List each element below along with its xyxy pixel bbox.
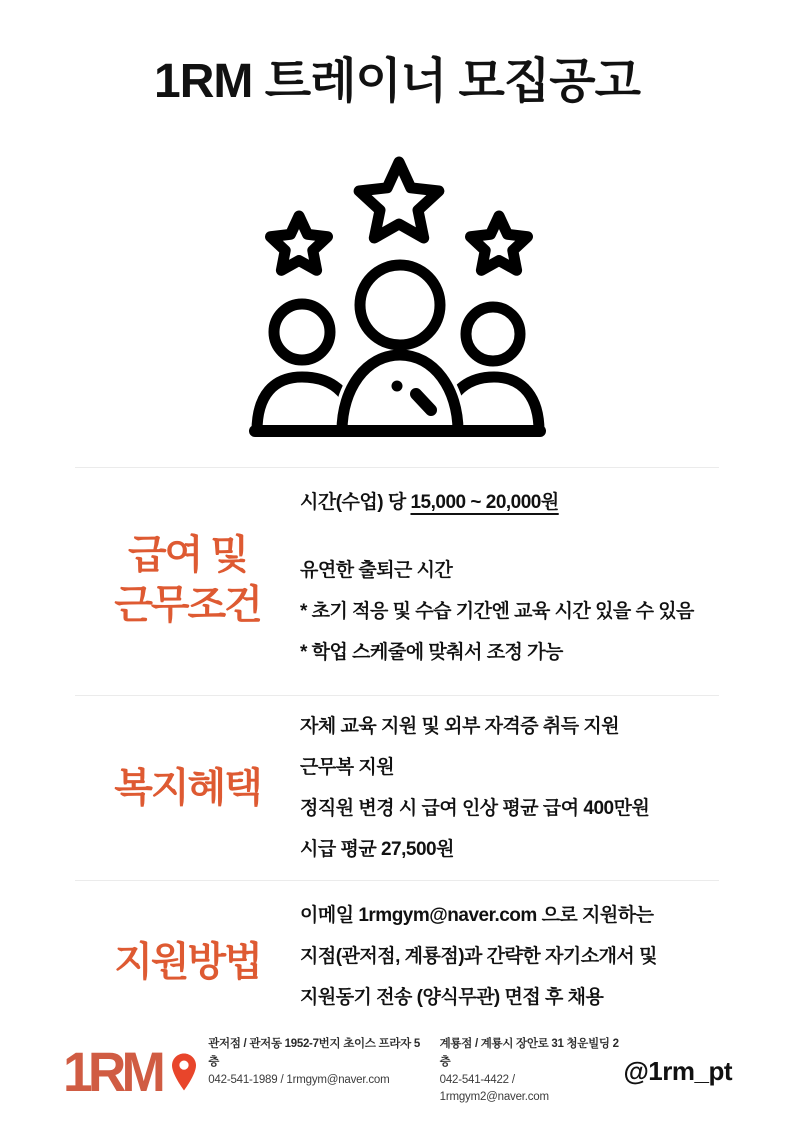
section-apply-heading xyxy=(75,881,300,1042)
section-line: 유연한 출퇴근 시간 xyxy=(300,560,453,581)
star-left-icon xyxy=(271,216,328,270)
section-benefits-content xyxy=(300,696,719,880)
address-line: 관저점 / 관저동 1952-7번지 초이스 프라자 5층 xyxy=(208,1038,420,1068)
section-line: * 학업 스케줄에 맞춰서 조정 가능 xyxy=(300,642,563,663)
person-left-head xyxy=(274,304,330,360)
section-benefits-heading xyxy=(75,696,300,880)
section-salary-content xyxy=(300,468,719,691)
locations xyxy=(208,1036,623,1107)
location-pin-wrap xyxy=(172,1053,196,1091)
section-line: 지점(관저점, 계룡점)과 간략한 자기소개서 및 xyxy=(300,946,657,967)
person-center-head xyxy=(360,265,440,345)
pay-amount: 15,000 ~ 20,000원 xyxy=(410,492,559,513)
brand-logo: 1RM xyxy=(63,1039,162,1103)
hero xyxy=(0,149,794,444)
star-right-icon xyxy=(471,216,528,270)
section-line: 이메일 1rmgym@naver.com 으로 지원하는 xyxy=(300,905,654,926)
chest-dot xyxy=(392,381,403,392)
location-gyeryong xyxy=(440,1036,624,1107)
section-apply xyxy=(75,880,719,1042)
section-salary xyxy=(75,467,719,695)
contact-line: 042-541-4422 / 1rmgym2@naver.com xyxy=(439,1073,549,1104)
page-title: 1RM 트레이너 모집공고 xyxy=(154,55,640,108)
contact-line: 042-541-1989 / 1rmgym@naver.com xyxy=(208,1073,390,1086)
sections xyxy=(75,467,719,1042)
team-with-stars-icon xyxy=(242,149,552,444)
section-line: 정직원 변경 시 급여 인상 평균 급여 400만원 xyxy=(300,798,650,819)
location-gwanjeo xyxy=(208,1036,423,1107)
section-apply-content xyxy=(300,881,719,1042)
address-line: 계룡점 / 계룡시 장안로 31 청운빌딩 2층 xyxy=(439,1038,619,1068)
section-line: 근무복 지원 xyxy=(300,757,395,778)
person-right-head xyxy=(466,307,520,361)
section-benefits xyxy=(75,695,719,880)
instagram-handle: @1rm_pt xyxy=(623,1056,732,1087)
pay-line xyxy=(300,486,719,520)
section-heading-line: 복지혜택 xyxy=(114,766,261,810)
location-pin-icon xyxy=(172,1053,196,1091)
section-heading-line: 지원방법 xyxy=(114,939,261,984)
star-center-icon xyxy=(359,162,439,238)
section-line: 시급 평균 27,500원 xyxy=(300,839,454,860)
section-salary-heading xyxy=(75,468,300,691)
section-line: 자체 교육 지원 및 외부 자격증 취득 지원 xyxy=(300,716,620,737)
footer xyxy=(63,1036,732,1107)
section-line: * 초기 적응 및 수습 기간엔 교육 시간 있을 수 있음 xyxy=(300,601,694,622)
section-line: 지원동기 전송 (양식무관) 면접 후 채용 xyxy=(300,987,604,1008)
section-heading-line: 급여 및 xyxy=(127,532,248,577)
pay-prefix: 시간(수업) 당 xyxy=(300,492,411,513)
section-heading-line: 근무조건 xyxy=(114,582,261,627)
